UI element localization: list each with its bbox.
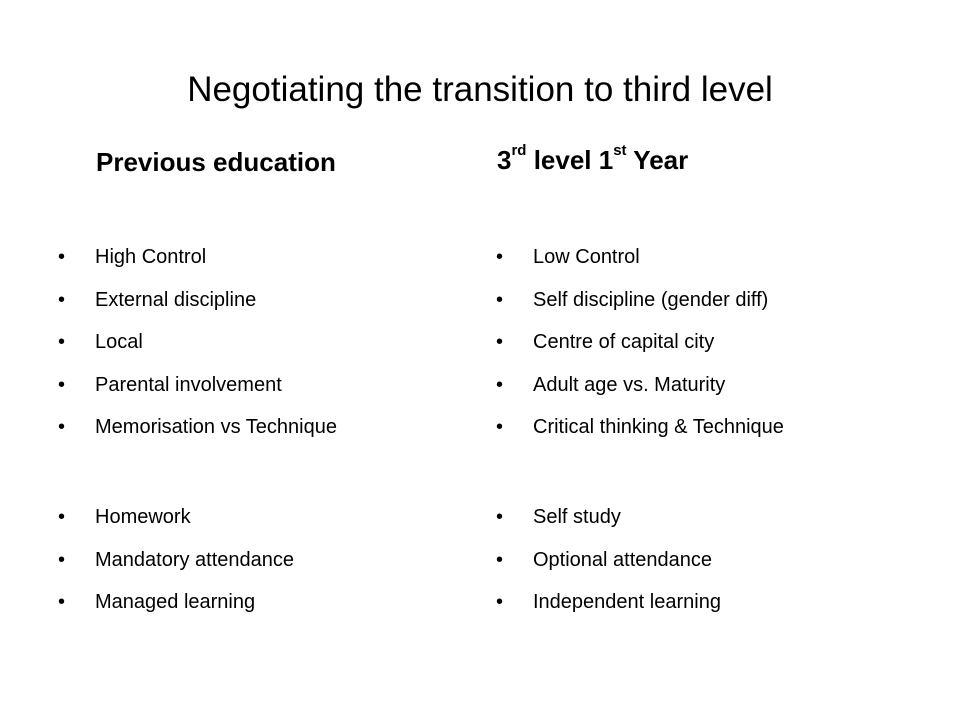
heading-part-3: Year [626, 145, 689, 175]
bullet-text: Homework [95, 506, 191, 528]
bullet-text: Optional attendance [533, 548, 713, 571]
bullet-item [58, 547, 294, 590]
bullet-icon: • [496, 288, 504, 311]
bullet-icon: • [58, 416, 66, 438]
bullet-item [496, 547, 721, 590]
bullet-text: Critical thinking & Technique [533, 416, 784, 438]
bullet-item [58, 287, 337, 330]
heading-superscript-1: rd [511, 142, 527, 160]
bullet-text: High Control [95, 246, 207, 268]
bullet-item [496, 589, 721, 632]
bullet-text: Managed learning [95, 591, 256, 613]
bullet-text: External discipline [95, 288, 257, 311]
bullet-icon: • [496, 506, 504, 528]
bullet-text: Self discipline (gender diff) [533, 288, 769, 311]
bullet-text: Low Control [533, 246, 640, 268]
left-bullet-list-group-1 [58, 244, 337, 457]
heading-part-2: level 1 [526, 145, 614, 175]
bullet-icon: • [496, 373, 504, 396]
bullet-item [496, 372, 784, 415]
bullet-item [58, 329, 337, 372]
bullet-text: Local [95, 331, 143, 353]
bullet-icon: • [496, 246, 504, 268]
bullet-icon: • [496, 331, 504, 353]
bullet-icon: • [58, 288, 66, 311]
bullet-item [496, 287, 784, 330]
heading-part-1: 3 [497, 145, 512, 175]
bullet-text: Mandatory attendance [95, 548, 295, 571]
bullet-item [58, 244, 337, 287]
bullet-text: Centre of capital city [533, 331, 715, 353]
left-column-heading: Previous education [96, 147, 336, 177]
right-bullet-list-group-1 [496, 244, 784, 457]
bullet-item [496, 504, 721, 547]
bullet-text: Parental involvement [95, 373, 282, 396]
bullet-item [58, 414, 337, 457]
bullet-item [58, 372, 337, 415]
bullet-icon: • [58, 246, 66, 268]
right-column-heading [497, 144, 688, 176]
bullet-text: Independent learning [533, 591, 721, 613]
bullet-text: Adult age vs. Maturity [533, 373, 726, 396]
bullet-icon: • [58, 373, 66, 396]
bullet-icon: • [58, 331, 66, 353]
bullet-icon: • [58, 548, 66, 571]
bullet-item [496, 329, 784, 372]
bullet-text: Self study [533, 506, 621, 528]
bullet-item [58, 504, 294, 547]
bullet-icon: • [496, 591, 504, 613]
bullet-text: Memorisation vs Technique [95, 416, 337, 438]
bullet-icon: • [58, 591, 66, 613]
bullet-item [58, 589, 294, 632]
bullet-item [496, 414, 784, 457]
bullet-item [496, 244, 784, 287]
bullet-icon: • [496, 416, 504, 438]
bullet-icon: • [496, 548, 504, 571]
heading-superscript-2: st [613, 142, 627, 160]
slide-title: Negotiating the transition to third level [187, 70, 773, 109]
right-bullet-list-group-2 [496, 504, 721, 632]
left-bullet-list-group-2 [58, 504, 294, 632]
bullet-icon: • [58, 506, 66, 528]
